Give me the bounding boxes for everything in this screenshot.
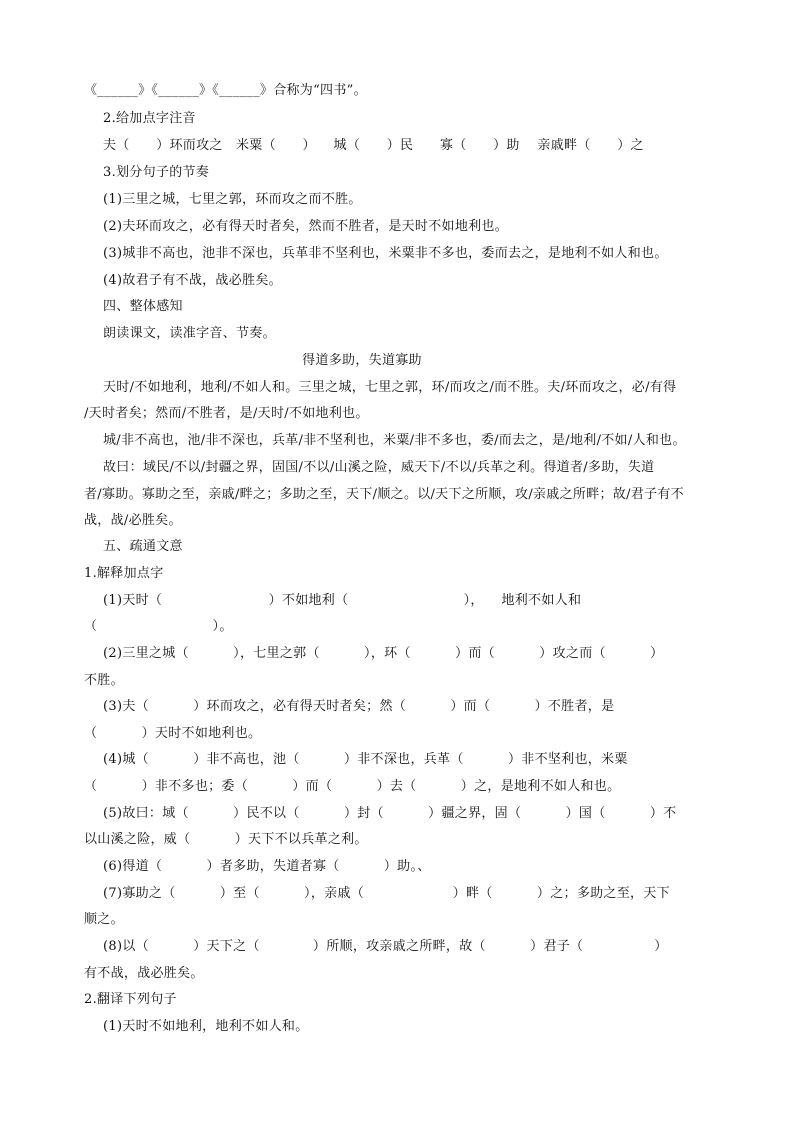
text-para1-line2: /天时者矣；然而/不胜者，是/天时/不如地利也。 <box>84 406 369 421</box>
explain-item-5-line2: 以山溪之险，威（ ）天下不以兵革之利。 <box>84 832 368 847</box>
translate-heading: 2.翻译下列句子 <box>84 992 177 1007</box>
section-pinyin-heading: 2.给加点字注音 <box>103 111 196 126</box>
text-para2: 城/非不高也，池/非不深也，兵革/非不坚利也，米粟/非不多也，委/而去之，是/地利/不如/人和也。 <box>103 433 686 448</box>
explain-item-1-line2: （ ）。 <box>84 619 233 634</box>
rhythm-item-4: (4)故君子有不战，战必胜矣。 <box>103 273 282 288</box>
reading-instruction: 朗读课文，读准字音、节奏。 <box>103 326 276 341</box>
rhythm-item-2: (2)夫环而攻之，必有得天时者矣，然而不胜者，是天时不如地利也。 <box>103 219 509 234</box>
rhythm-item-3: (3)城非不高也，池非不深也，兵革非不坚利也，米粟非不多也，委而去之，是地利不如人和也。 <box>103 246 668 261</box>
explain-item-4-line1: (4)城（ ）非不高也，池（ ）非不深也，兵革（ ）非不坚利也，米粟 <box>103 752 628 767</box>
text-para3-line3: 战，战/必胜矣。 <box>84 513 182 528</box>
rhythm-heading: 3.划分句子的节奏 <box>103 165 210 180</box>
explain-item-8-line1: (8)以（ ）天下之（ ）所顺，攻亲戚之所畔，故（ ）君子（ ） <box>103 939 668 954</box>
pinyin-blanks-line: 夫（ ）环而攻之 米粟（ ） 城（ ）民 寡（ ）助 亲戚畔（ ）之 <box>103 138 644 153</box>
section-five-heading: 五、疏通文意 <box>103 539 183 554</box>
rhythm-item-1: (1)三里之城，七里之郭，环而攻之而不胜。 <box>103 192 362 207</box>
section-four-heading: 四、整体感知 <box>103 299 183 314</box>
explain-item-7-line2: 顺之。 <box>84 912 124 927</box>
translate-item-1: (1)天时不如地利，地利不如人和。 <box>103 1019 309 1034</box>
explain-item-5-line1: (5)故曰：域（ ）民不以（ ）封（ ）疆之界，固（ ）国（ ）不 <box>103 806 677 821</box>
explain-item-7-line1: (7)寡助之（ ）至（ ），亲戚（ ）畔（ ）之；多助之至，天下 <box>103 886 670 901</box>
explain-item-4-line2: （ ）非不多也；委（ ）而（ ）去（ ）之，是地利不如人和也。 <box>84 779 621 794</box>
explain-item-8-line2: 有不战，战必胜矣。 <box>84 966 204 981</box>
explain-heading: 1.解释加点字 <box>84 566 164 581</box>
explain-item-6: (6)得道（ ）者多助，失道者寡（ ）助。、 <box>103 859 431 874</box>
explain-item-3-line2: （ ）天时不如地利也。 <box>84 726 262 741</box>
explain-item-3-line1: (3)夫（ ）环而攻之，必有得天时者矣；然（ ）而（ ）不胜者，是 <box>103 699 615 714</box>
explain-item-1-line1: (1)天时（ ）不如地利（ ）， 地利不如人和 <box>103 593 582 608</box>
text-para3-line2: 者/寡助。寡助之至，亲戚/畔之；多助之至，天下/顺之。以/天下之所顺，攻/亲戚之所畔；故/君子有不 <box>84 487 684 502</box>
text-para3-line1: 故曰：域民/不以/封疆之界，固国/不以/山溪之险，威天下/不以/兵革之利。得道者/多助，失道 <box>103 460 655 475</box>
four-books-line: 《______》《______》《______》合称为“四书”。 <box>84 83 367 98</box>
explain-item-2-line2: 不胜。 <box>84 673 124 688</box>
explain-item-2-line1: (2)三里之城（ ），七里之郭（ ），环（ ）而（ ）攻之而（ ） <box>103 646 664 661</box>
text-title: 得道多助，失道寡助 <box>302 353 422 368</box>
text-para1-line1: 天时/不如地利，地利/不如人和。三里之城，七里之郭，环/而攻之/而不胜。夫/环而攻之，必/有得 <box>103 380 677 395</box>
